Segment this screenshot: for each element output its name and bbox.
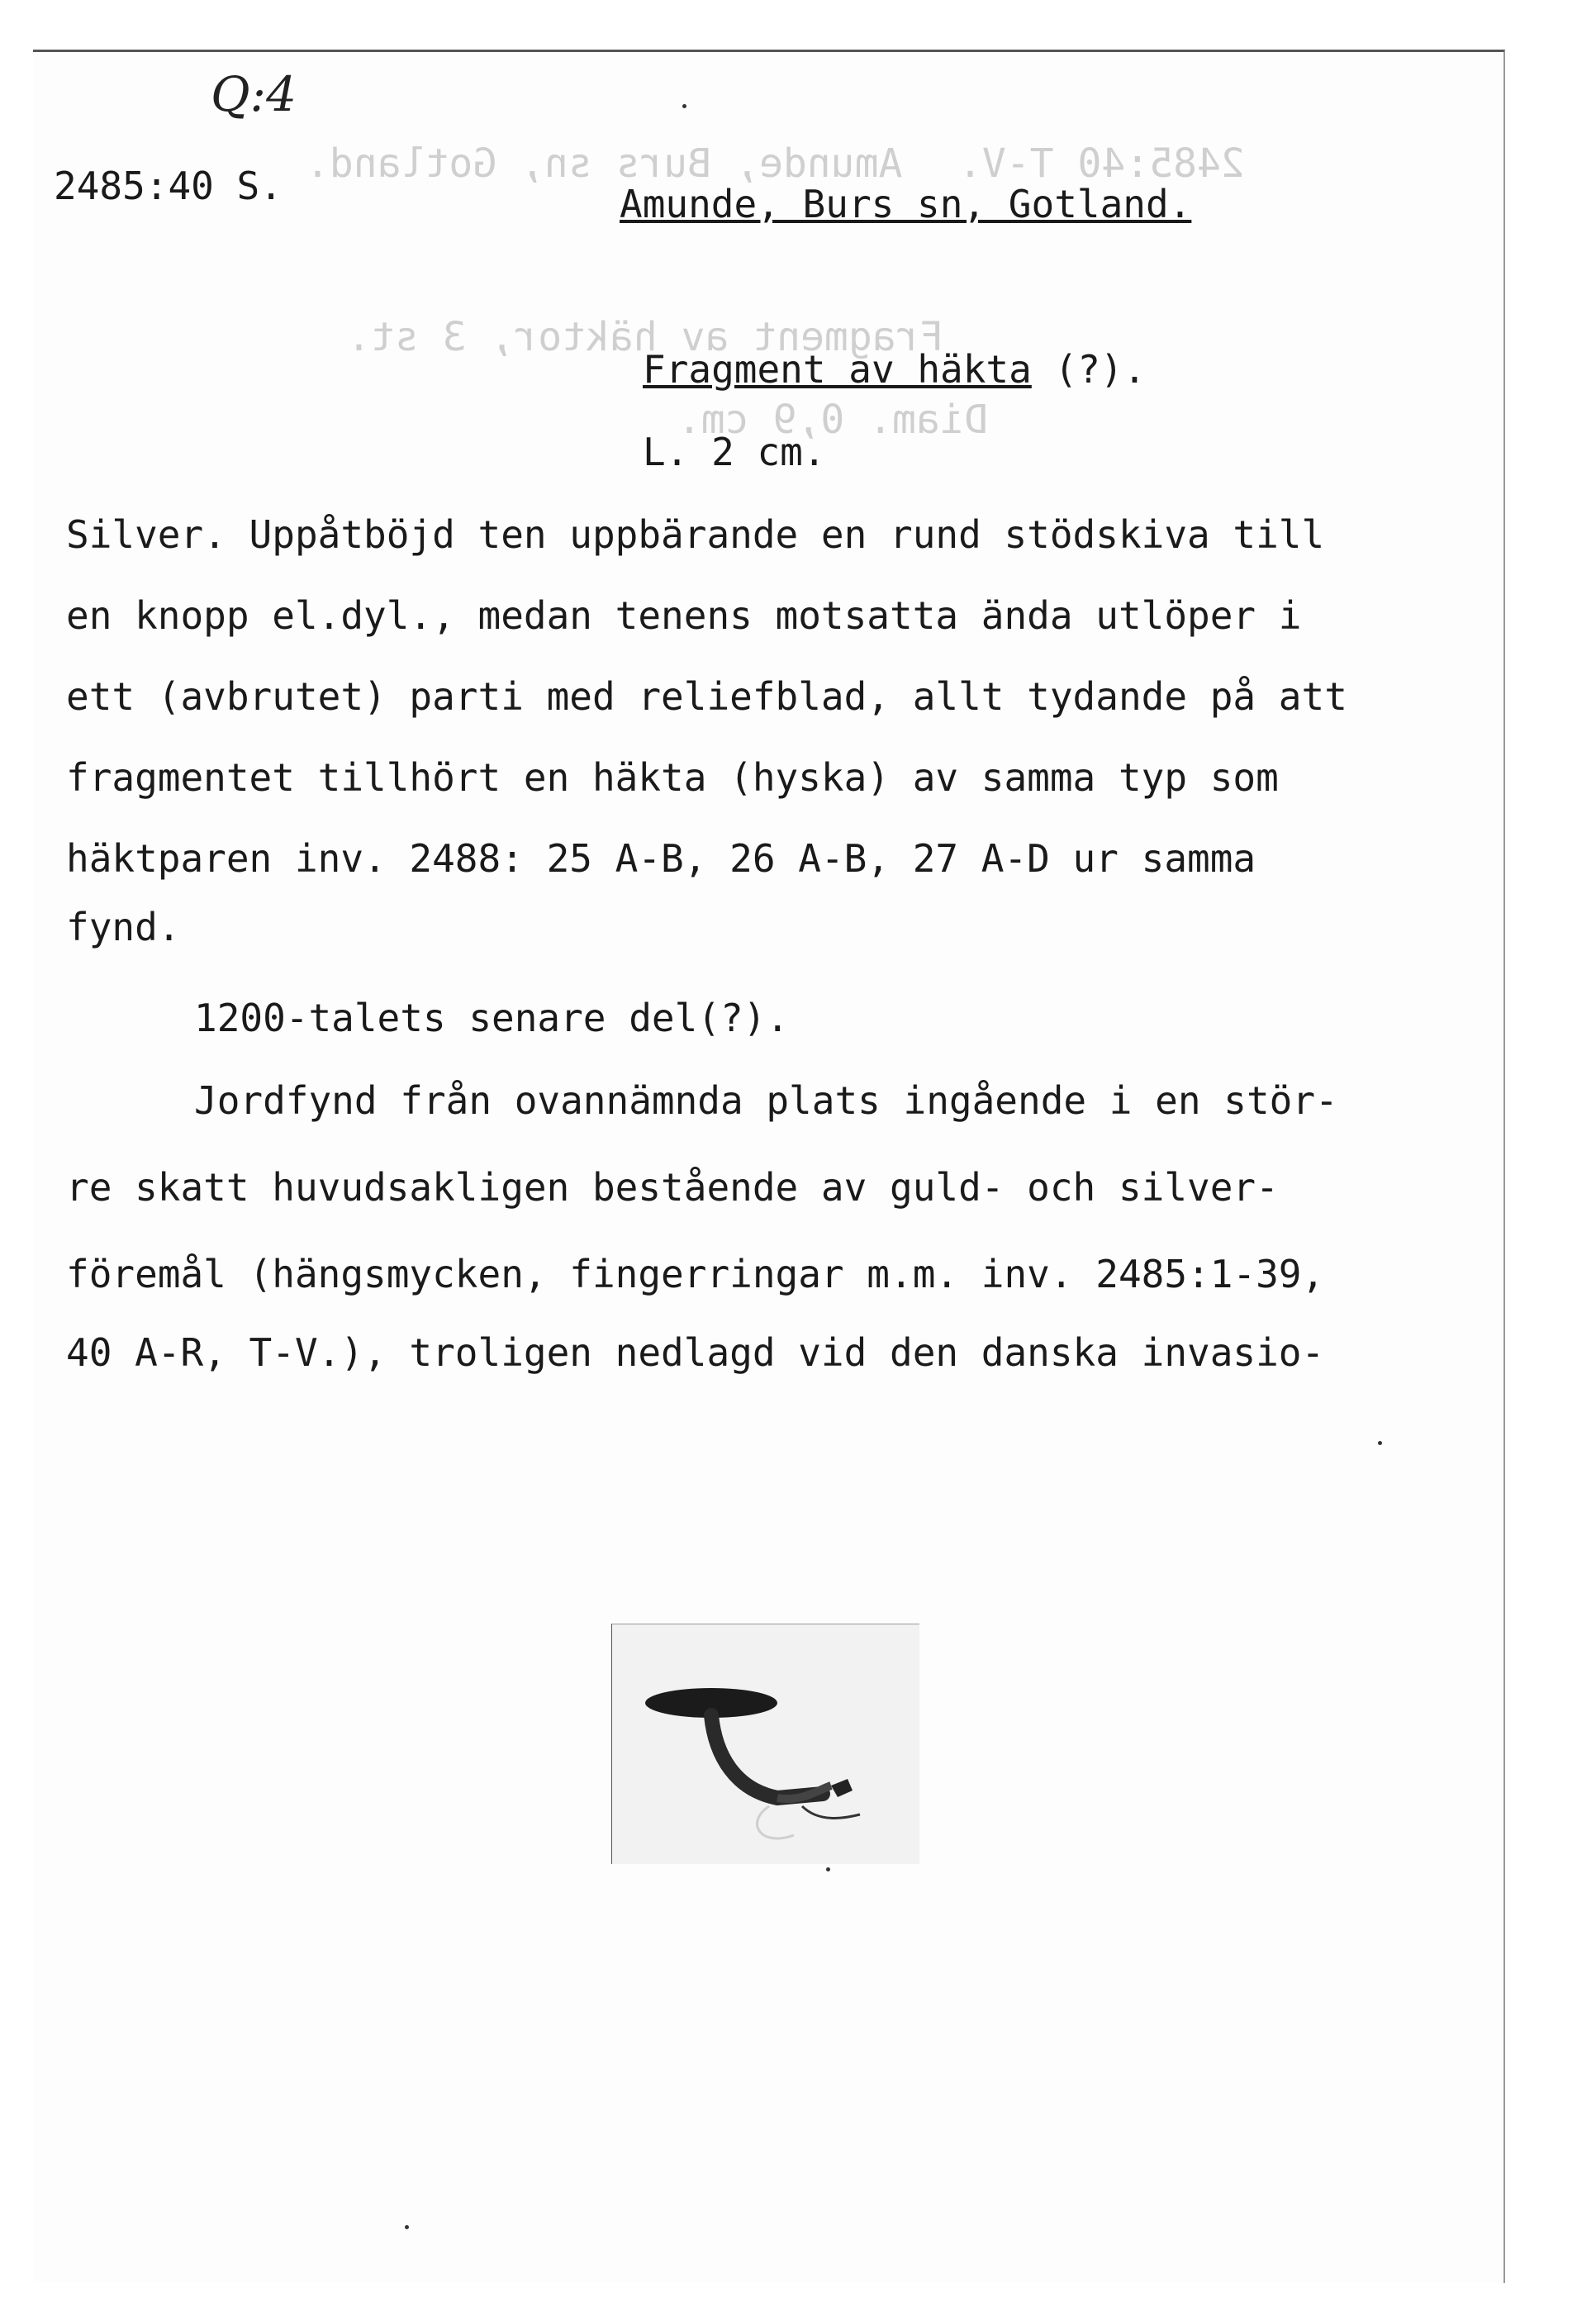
description-line: föremål (hängsmycken, fingerringar m.m. inv. 2485:1-39,	[66, 1252, 1325, 1296]
description-line: häktparen inv. 2488: 25 A-B, 26 A-B, 27 A-D ur samma	[66, 836, 1256, 881]
speck	[682, 104, 686, 108]
ghost-diameter: Diam. 0,9 cm.	[677, 397, 988, 443]
ghost-title: Fragment av häktor, 3 st.	[347, 314, 944, 360]
object-title	[643, 347, 1146, 392]
dating-line: 1200-talets senare del(?).	[194, 996, 790, 1040]
object-title-text: Fragment av häkta	[643, 347, 1032, 392]
object-title-suffix: (?).	[1031, 347, 1147, 392]
inventory-number: 2485:40 S.	[54, 164, 283, 208]
description-line: Jordfynd från ovannämnda plats ingående i en stör-	[194, 1078, 1338, 1123]
description-line: fragmentet tillhört en häkta (hyska) av samma typ som	[66, 755, 1279, 800]
hook-fragment-image	[612, 1624, 919, 1864]
ghost-location: Amunde, Burs sn, Gotland.	[306, 140, 903, 187]
description-line: ett (avbrutet) parti med reliefblad, allt tydande på att	[66, 674, 1347, 719]
ghost-inventory: 2485:40 T-V.	[958, 140, 1245, 187]
object-length: L. 2 cm.	[643, 430, 826, 474]
artifact-photo	[611, 1624, 919, 1864]
description-line: 40 A-R, T-V.), troligen nedlagd vid den danska invasio-	[66, 1330, 1325, 1375]
description-line: Silver. Uppåtböjd ten uppbärande en rund stödskiva till	[66, 512, 1325, 557]
speck	[405, 2225, 409, 2229]
find-location: Amunde, Burs sn, Gotland.	[620, 182, 1192, 226]
description-line: re skatt huvudsakligen bestående av guld- och silver-	[66, 1165, 1279, 1210]
speck	[1378, 1441, 1382, 1445]
speck	[826, 1867, 830, 1871]
handwritten-reference: Q:4	[211, 66, 297, 122]
description-line: en knopp el.dyl., medan tenens motsatta ända utlöper i	[66, 593, 1302, 638]
description-line: fynd.	[66, 905, 181, 949]
